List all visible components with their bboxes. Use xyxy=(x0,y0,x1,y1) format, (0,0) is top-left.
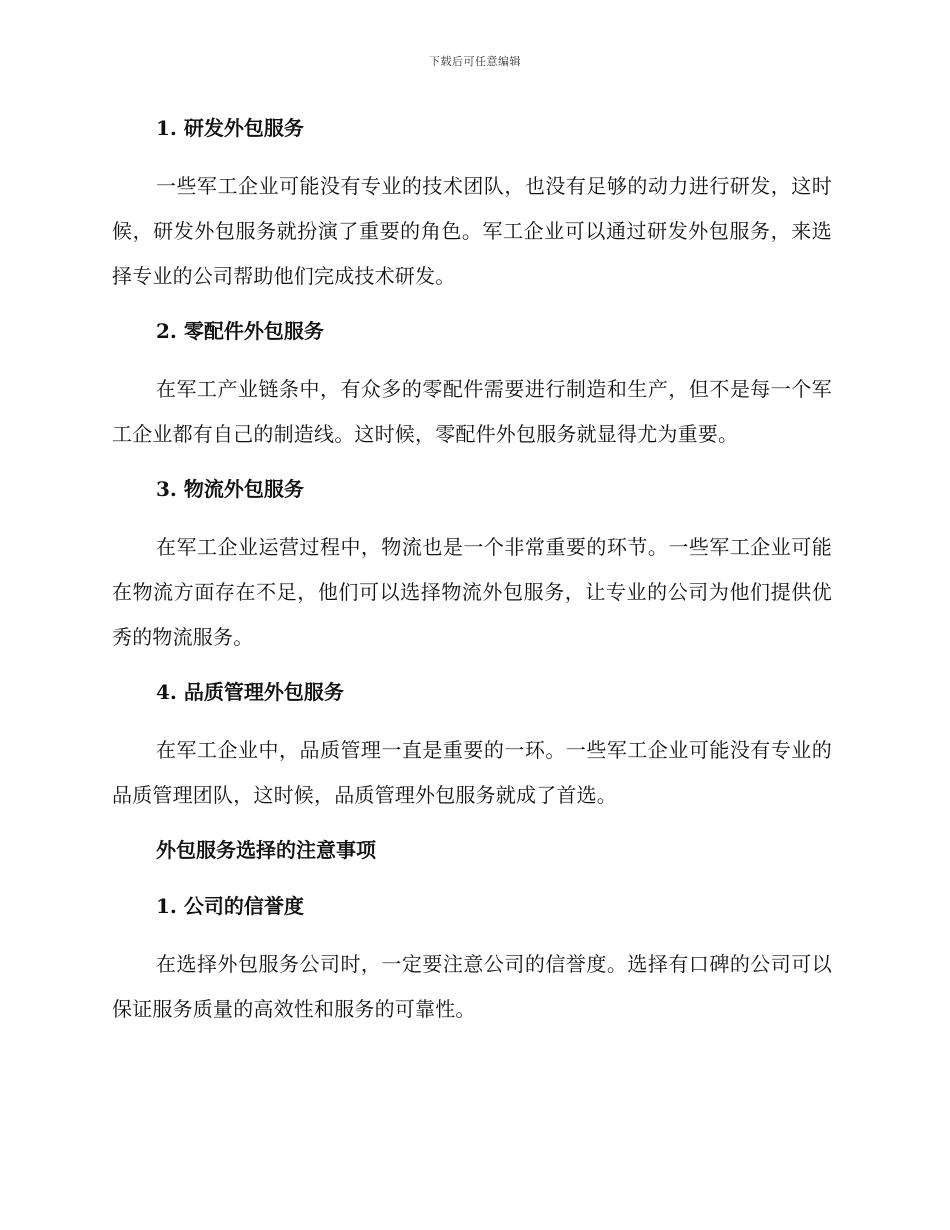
section-heading: 1. 公司的信誉度 xyxy=(156,894,304,918)
section-heading: 1. 研发外包服务 xyxy=(156,116,304,140)
section-paragraph: 在军工企业运营过程中，物流也是一个非常重要的环节。一些军工企业可能在物流方面存在不足，他们可以选择物流外包服务，让专业的公司为他们提供优秀的物流服务。 xyxy=(112,535,832,649)
section-heading: 2. 零配件外包服务 xyxy=(156,319,324,343)
section-heading: 3. 物流外包服务 xyxy=(156,477,304,501)
section-paragraph: 在军工产业链条中，有众多的零配件需要进行制造和生产，但不是每一个军工企业都有自己的制造线。这时候，零配件外包服务就显得尤为重要。 xyxy=(112,377,832,446)
section-paragraph: 一些军工企业可能没有专业的技术团队，也没有足够的动力进行研发，这时候，研发外包服务就扮演了重要的角色。军工企业可以通过研发外包服务，来选择专业的公司帮助他们完成技术研发。 xyxy=(112,174,832,288)
header-note: 下载后可任意编辑 xyxy=(429,55,521,68)
subsection-title: 外包服务选择的注意事项 xyxy=(156,838,376,862)
section-paragraph: 在选择外包服务公司时，一定要注意公司的信誉度。选择有口碑的公司可以保证服务质量的高效性和服务的可靠性。 xyxy=(112,952,832,1021)
document-body xyxy=(112,108,832,1044)
section-heading: 4. 品质管理外包服务 xyxy=(156,680,344,704)
section-paragraph: 在军工企业中，品质管理一直是重要的一环。一些军工企业可能没有专业的品质管理团队，这时候，品质管理外包服务就成了首选。 xyxy=(112,738,832,807)
